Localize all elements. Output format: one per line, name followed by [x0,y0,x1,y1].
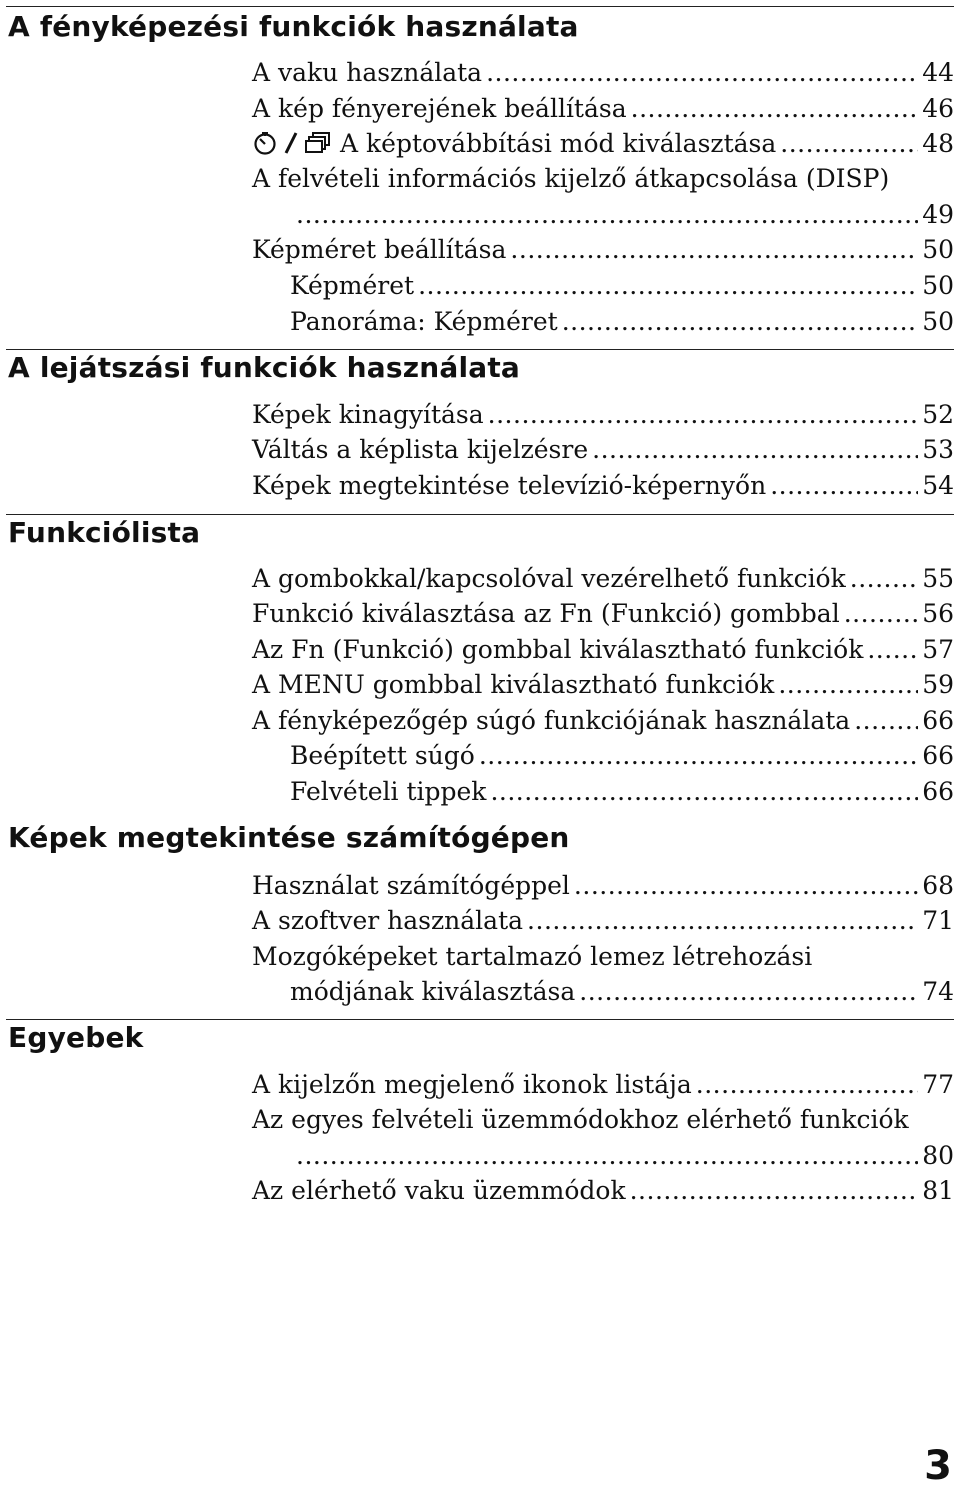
toc-entry-title: Mozgóképeket tartalmazó lemez létrehozási [252,942,813,971]
toc-entry-title: A szoftver használata [252,906,524,935]
toc-entry[interactable] [252,703,954,739]
dot-leader [696,1067,918,1103]
toc-entry-title: Képek kinagyítása [252,400,484,429]
section-divider [6,1019,954,1020]
dot-leader [778,667,918,703]
toc-entry-title: Használat számítógéppel [252,871,570,900]
dot-leader [488,397,919,433]
dot-leader [780,126,918,162]
section-heading: Funkciólista [8,516,201,549]
dot-leader [579,974,918,1010]
toc-entry-page: 48 [922,129,954,158]
toc-entry[interactable] [252,1067,954,1103]
toc-entry-page: 74 [922,977,954,1006]
page-number: 3 [924,1443,952,1489]
toc-entry[interactable] [252,632,954,668]
toc-entry[interactable] [252,903,954,939]
toc-entry-title: A MENU gombbal kiválasztható funkciók [252,670,775,699]
toc-entry-continuation[interactable] [290,974,954,1010]
toc-subentry[interactable] [290,738,954,774]
toc-entry-page: 77 [922,1070,954,1099]
dot-leader [562,304,918,340]
toc-entry[interactable] [252,432,954,468]
toc-entry[interactable] [252,161,954,197]
toc-entry-title: Az elérhető vaku üzemmódok [252,1176,626,1205]
dot-leader [574,868,918,904]
toc-entry-page: 81 [922,1176,954,1205]
burst-icon [304,131,332,155]
toc-entry-page: 49 [922,200,954,229]
dot-leader [630,1173,919,1209]
toc-subentry[interactable] [290,774,954,810]
toc-entry-continuation[interactable] [252,197,954,233]
toc-entry-title: Beépített súgó [290,741,475,770]
toc-entry-page: 50 [922,271,954,300]
toc-entry[interactable] [252,397,954,433]
toc-entry-page: 66 [922,741,954,770]
dot-leader [490,774,918,810]
section-divider [6,514,954,515]
dot-leader [867,632,918,668]
toc-entry-title: A vaku használata [252,58,483,87]
toc-entry-page: 68 [922,871,954,900]
dot-leader [479,738,918,774]
dot-leader [527,903,918,939]
dot-leader [854,703,918,739]
toc-entry-title: Felvételi tippek [290,777,487,806]
toc-subentry[interactable] [290,304,954,340]
toc-entry[interactable] [252,55,954,91]
toc-entry-title: módjának kiválasztása [290,977,576,1006]
toc-entry-title: Váltás a képlista kijelzésre [252,435,589,464]
section-heading: Egyebek [8,1021,144,1054]
toc-entry-page: 56 [922,599,954,628]
toc-entry[interactable] [252,91,954,127]
dot-leader [850,561,918,597]
toc-entry-continuation[interactable] [252,1138,954,1174]
toc-entry[interactable] [252,596,954,632]
dot-leader [770,468,918,504]
toc-entry-page: 44 [922,58,954,87]
toc-entry[interactable] [252,939,954,975]
toc-entry-page: 46 [922,94,954,123]
self-timer-icon [252,131,278,155]
toc-entry-title: Funkció kiválasztása az Fn (Funkció) gombbal [252,599,840,628]
dot-leader [296,197,918,233]
toc-entry-title: Képméret beállítása [252,235,507,264]
toc-entry-page: 66 [922,706,954,735]
toc-entry[interactable] [252,232,954,268]
toc-entry-page: 71 [922,906,954,935]
toc-subentry[interactable] [290,268,954,304]
toc-entry[interactable] [252,1102,954,1138]
toc-entry-page: 66 [922,777,954,806]
toc-entry-page: 54 [922,471,954,500]
toc-entry-title: A felvételi információs kijelző átkapcsolása (DISP) [252,164,890,193]
toc-entry[interactable] [252,868,954,904]
section-heading: Képek megtekintése számítógépen [8,821,570,854]
toc-entry[interactable] [252,126,954,162]
toc-entry-page: 53 [922,435,954,464]
toc-entry-title: Az egyes felvételi üzemmódokhoz elérhető funkciók [252,1105,909,1134]
toc-entry[interactable] [252,468,954,504]
slash-icon [284,131,298,155]
toc-entry-title: Képméret [290,271,415,300]
section-heading: A fényképezési funkciók használata [8,10,579,43]
dot-leader [486,55,918,91]
toc-entry-title: A kép fényerejének beállítása [252,94,627,123]
toc-entry-title: Panoráma: Képméret [290,307,558,336]
dot-leader [510,232,918,268]
toc-entry-page: 57 [922,635,954,664]
toc-entry-title: A fényképezőgép súgó funkciójának használata [252,706,851,735]
toc-entry-title: A képtovábbítási mód kiválasztása [340,129,777,158]
dot-leader [418,268,918,304]
toc-entry-title: A gombokkal/kapcsolóval vezérelhető funkciók [252,564,846,593]
dot-leader [844,596,919,632]
section-heading: A lejátszási funkciók használata [8,351,521,384]
toc-entry-page: 50 [922,235,954,264]
dot-leader [296,1138,918,1174]
toc-entry-title: Az Fn (Funkció) gombbal kiválasztható funkciók [252,635,864,664]
dot-leader [592,432,918,468]
toc-entry-title-with-icons [252,126,776,162]
toc-entry-title: Képek megtekintése televízió-képernyőn [252,471,767,500]
toc-entry-page: 50 [922,307,954,336]
drive-mode-icons [252,131,332,155]
toc-entry-page: 55 [922,564,954,593]
toc-entry-page: 80 [922,1141,954,1170]
dot-leader [631,91,919,127]
toc-entry-title: A kijelzőn megjelenő ikonok listája [252,1070,692,1099]
toc-entry-page: 59 [922,670,954,699]
toc-entry-page: 52 [922,400,954,429]
section-divider [6,6,954,7]
section-divider [6,349,954,350]
toc-entry[interactable] [252,561,954,597]
toc-entry[interactable] [252,667,954,703]
toc-entry[interactable] [252,1173,954,1209]
